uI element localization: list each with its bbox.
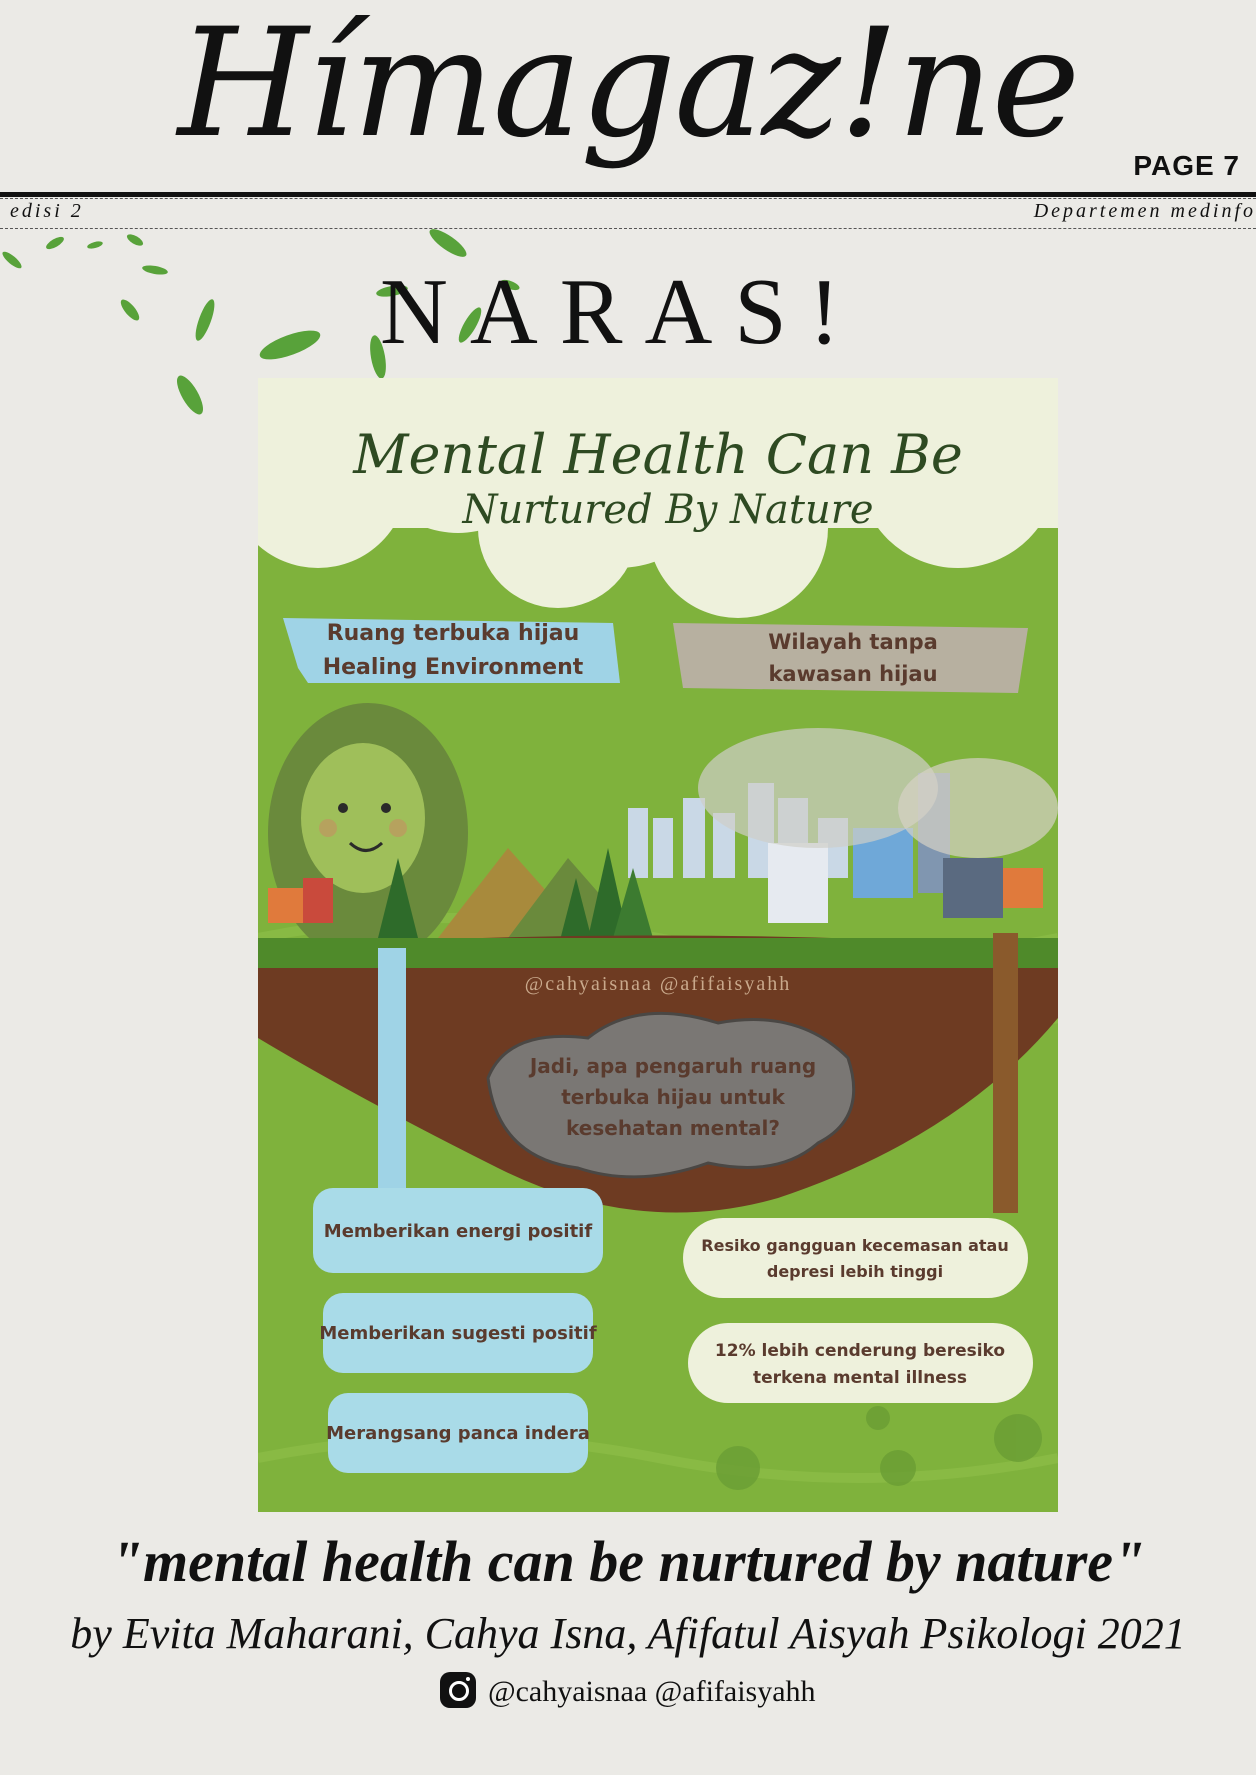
question-line1: Jadi, apa pengaruh ruang (529, 1054, 817, 1078)
poster-illustration (258, 378, 1058, 1512)
leaf-icon (118, 297, 142, 323)
leaf-icon (142, 264, 169, 276)
author-byline: by Evita Maharani, Cahya Isna, Afifatul Aisyah Psikologi 2021 (70, 1609, 1186, 1658)
waterfall-illustration (378, 948, 406, 1208)
masthead (0, 0, 1256, 190)
magazine-title: Hímagaz!ne (177, 0, 1079, 171)
polluted-pipe-illustration (993, 933, 1018, 1213)
quote-caption: "mental health can be nurtured by nature" (110, 1529, 1146, 1594)
infographic-poster (258, 378, 1058, 1512)
instagram-icon (440, 1672, 476, 1708)
risk-2-line1: 12% lebih cenderung beresiko (714, 1341, 1006, 1361)
leaf-icon (426, 225, 470, 261)
dashed-divider-top (0, 198, 1256, 199)
edition-label: edisi 2 (10, 200, 84, 222)
masthead-rule (0, 192, 1256, 197)
benefit-item: Memberikan sugesti positif (319, 1323, 597, 1344)
poster-title-line1: Mental Health Can Be (353, 423, 963, 486)
leaf-icon (125, 232, 145, 248)
leaf-icon (0, 249, 24, 271)
benefit-item: Merangsang panca indera (326, 1423, 590, 1444)
section-title: NARAS! (380, 260, 862, 364)
leaf-icon (172, 372, 208, 418)
risk-1-line2: depresi lebih tinggi (766, 1262, 944, 1281)
question-line2: terbuka hijau untuk (561, 1085, 785, 1109)
poster-watermark: @cahyaisnaa @afifaisyahh (524, 973, 792, 995)
nature-girl-illustration (268, 703, 468, 963)
no-green-label-line2: kawasan hijau (768, 662, 938, 686)
department-label: Departemen medinfo (1033, 200, 1256, 222)
leaf-icon (44, 235, 65, 252)
leaf-icon (257, 325, 324, 366)
risk-1-line1: Resiko gangguan kecemasan atau (701, 1236, 1009, 1255)
leaf-icon (86, 240, 103, 250)
green-space-label-line2: Healing Environment (322, 655, 584, 680)
green-space-label-line1: Ruang terbuka hijau (326, 621, 580, 646)
page-number: PAGE 7 (1133, 150, 1240, 181)
poster-title-line2: Nurtured By Nature (462, 487, 874, 533)
benefit-item: Memberikan energi positif (323, 1221, 593, 1242)
question-line3: kesehatan mental? (566, 1116, 780, 1140)
leaf-icon (192, 297, 218, 342)
no-green-label-line1: Wilayah tanpa (768, 630, 938, 654)
social-handles-text[interactable]: @cahyaisnaa @afifaisyahh (487, 1675, 816, 1708)
risk-2-line2: terkena mental illness (753, 1368, 967, 1388)
social-handles (0, 1672, 1256, 1709)
